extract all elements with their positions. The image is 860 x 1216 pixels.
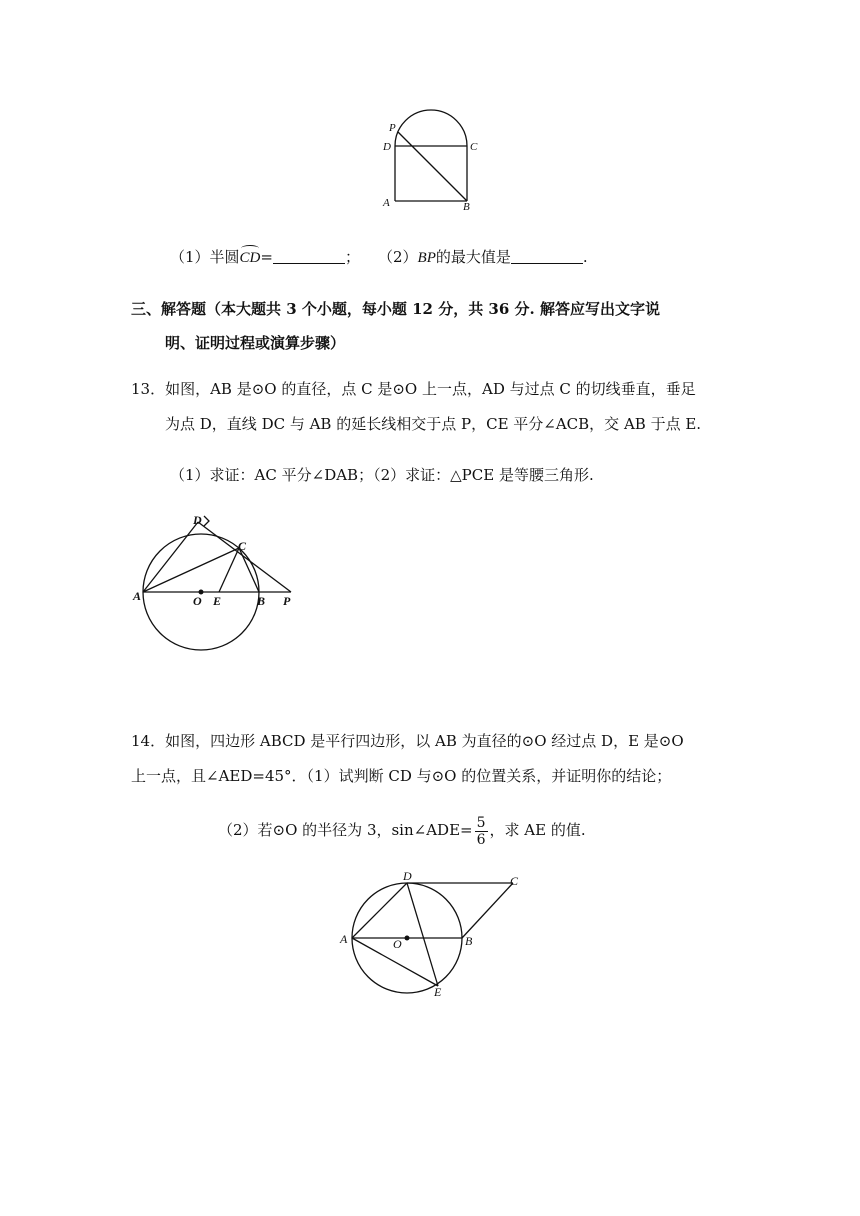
q14-line1: 14．如图，四边形 ABCD 是平行四边形，以 AB 为直径的⊙O 经过点 D，E 是⊙O	[131, 732, 684, 750]
label-a: A	[133, 589, 142, 603]
q12-part1-label: （1）半圆	[170, 248, 240, 266]
q14-line2: 上一点，且∠AED=45°．（1）试判断 CD 与⊙O 的位置关系，并证明你的结论；	[131, 767, 672, 785]
q12-part1-end: ；	[344, 248, 360, 266]
q12-part2-label: （2）	[377, 248, 418, 266]
label-o: O	[393, 937, 402, 951]
q14-part2-suffix: ，求 AE 的值.	[489, 821, 586, 839]
label-c: C	[238, 539, 247, 553]
section3-heading-line1: 三、解答题（本大题共 3 个小题，每小题 12 分，共 36 分. 解答应写出文字说	[131, 300, 660, 318]
label-b: B	[465, 934, 473, 948]
line-cb	[462, 883, 513, 938]
label-b: B	[463, 201, 470, 213]
q13-line1: 13．如图，AB 是⊙O 的直径，点 C 是⊙O 上一点，AD 与过点 C 的切线垂直，垂足	[131, 380, 696, 398]
label-p: P	[283, 594, 291, 608]
label-d: D	[403, 869, 412, 883]
q13-line3: （1）求证：AC 平分∠DAB；（2）求证：△PCE 是等腰三角形.	[170, 466, 594, 484]
label-a: A	[383, 197, 390, 209]
q12-part2-end: .	[582, 248, 588, 266]
label-d: D	[193, 513, 202, 527]
label-c: C	[470, 141, 478, 153]
q12-part2-text: 的最大值是	[435, 248, 511, 266]
label-e: E	[213, 594, 222, 608]
line-ad	[352, 883, 407, 938]
label-d: D	[383, 141, 391, 153]
label-b: B	[257, 594, 266, 608]
label-p: P	[389, 122, 396, 134]
label-c: C	[510, 874, 519, 888]
arc-cd: CD	[239, 250, 261, 266]
var-bp: BP	[417, 250, 436, 266]
label-o: O	[193, 594, 202, 608]
q13-line2: 为点 D，直线 DC 与 AB 的延长线相交于点 P，CE 平分∠ACB，交 AB 于点 E.	[165, 415, 702, 433]
fraction-numerator: 5	[476, 814, 486, 831]
center-o	[405, 936, 410, 941]
label-e: E	[434, 985, 442, 999]
q14-part2-prefix: （2）若⊙O 的半径为 3，sin∠ADE=	[218, 821, 473, 839]
equals-sign: =	[260, 248, 273, 266]
label-a: A	[340, 932, 348, 946]
section3-heading-line2: 明、证明过程或演算步骤）	[165, 334, 346, 352]
fraction-denominator: 6	[476, 831, 486, 848]
